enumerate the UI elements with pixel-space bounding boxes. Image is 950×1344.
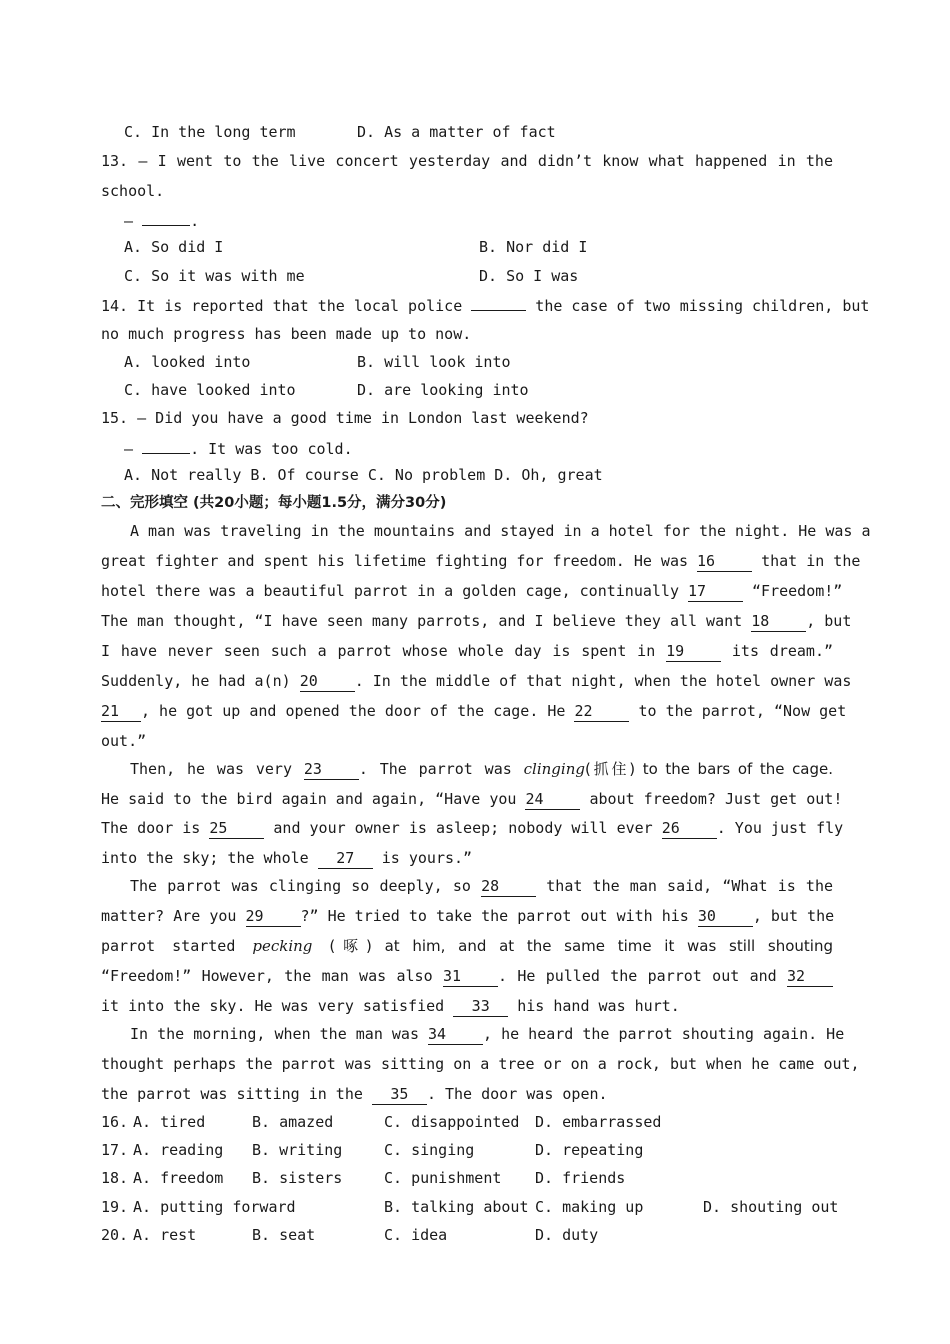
passage-p3-line1 [130,872,833,900]
blank-21[interactable]: 21 [101,701,141,722]
choice-row-20 [101,1221,833,1249]
q15-response-text: . It was too cold. [190,440,353,458]
q13-period: . [190,212,200,230]
q15-stem: 15. — Did you have a good time in London last weekend? [101,409,589,427]
passage-text: The door is [101,819,201,837]
choice-d[interactable]: D. duty [535,1226,599,1244]
passage-text: Then, he was very [130,760,292,778]
choice-a[interactable]: A. putting forward [133,1198,296,1216]
passage-text: and your owner is asleep; nobody will ever [273,819,653,837]
passage-text: to the parrot, “Now get [638,702,847,720]
passage-text: , he got up and opened the door of the cage. He [141,702,566,720]
passage-text: , but [806,612,852,630]
choice-a[interactable]: A. rest [133,1226,197,1244]
passage-text: He said to the bird again and again, “Have you [101,790,517,808]
choice-c[interactable]: C. punishment [384,1169,502,1187]
q13-option-b: B. Nor did I [479,238,588,256]
q13-option-d: D. So I was [479,267,579,285]
passage-text: parrot started [101,937,236,955]
passage-text: that the man said, “What is the [546,877,834,895]
passage-p2-line1 [130,755,833,783]
passage-text: The man thought, “I have seen many parrots, and I believe they all want [101,612,743,630]
passage-p4-line2: thought perhaps the parrot was sitting on a tree or on a rock, but when he came out, [101,1055,860,1073]
passage-text: his hand was hurt. [517,997,680,1015]
q13-options-row1 [124,233,833,261]
choice-d[interactable]: D. repeating [535,1141,644,1159]
q15-response-line [124,433,833,461]
choice-c[interactable]: C. disappointed [384,1113,520,1131]
passage-text: it into the sky. He was very satisfied [101,997,445,1015]
q14-option-b: B. will look into [357,353,511,371]
blank-20[interactable]: 20 [300,671,355,692]
passage-p1-line2 [101,547,861,575]
passage-p4-line1 [130,1020,845,1048]
blank-31[interactable]: 31 [443,966,498,987]
q15-options: A. Not really B. Of course C. No problem D. Oh, great [124,466,603,484]
choice-row-16 [101,1108,833,1136]
choice-a[interactable]: A. tired [133,1113,206,1131]
choice-c[interactable]: C. singing [384,1141,475,1159]
passage-p1-line4 [101,607,852,635]
blank-24[interactable]: 24 [525,789,580,810]
q14-answer-blank[interactable] [471,290,526,311]
choice-row-19 [101,1193,839,1221]
passage-text: . The door was open. [426,1085,608,1103]
q15-dash: — [124,440,134,458]
q14-stem-pre: 14. It is reported that the local police [101,297,463,315]
q12-option-d: D. As a matter of fact [357,123,556,141]
passage-p3-line4 [101,962,833,990]
passage-text: In the morning, when the man was [130,1025,419,1043]
passage-text: into the sky; the whole [101,849,309,867]
passage-text: (啄) at him, and at the same time it was still shouting [329,937,834,955]
passage-p1-line6 [101,667,852,695]
passage-text: hotel there was a beautiful parrot in a golden cage, continually [101,582,679,600]
blank-18[interactable]: 18 [751,611,806,632]
blank-29[interactable]: 29 [246,906,301,927]
passage-text: “Freedom!” However, the man was also [101,967,433,985]
q13-option-a: A. So did I [124,238,224,256]
passage-text: Suddenly, he had a(n) [101,672,291,690]
blank-22[interactable]: 22 [574,701,629,722]
choice-b[interactable]: B. talking about [384,1198,529,1216]
choice-c[interactable]: C. making up [535,1198,644,1216]
q13-dash: — [124,212,134,230]
q13-options-row2 [124,262,833,290]
passage-p3-line5 [101,992,833,1020]
passage-text: great fighter and spent his lifetime fighting for freedom. He was [101,552,688,570]
blank-17[interactable]: 17 [688,581,743,602]
q12-option-c: C. In the long term [124,123,296,141]
passage-text: “Freedom!” [752,582,843,600]
q13-answer-blank[interactable] [142,205,190,226]
passage-p1-line8: out.” [101,732,147,750]
blank-26[interactable]: 26 [662,818,717,839]
q14-option-a: A. looked into [124,353,251,371]
italic-word-clinging: clinging [523,760,585,778]
blank-27[interactable]: 27 [318,848,373,869]
blank-35[interactable]: 35 [372,1084,427,1105]
q14-option-d: D. are looking into [357,381,529,399]
passage-text: The parrot was clinging so deeply, so [130,877,471,895]
passage-text: , he heard the parrot shouting again. He [483,1025,845,1043]
q14-stem-post: the case of two missing children, but [535,297,870,315]
blank-16[interactable]: 16 [697,551,752,572]
passage-text: . You just fly [716,819,844,837]
choice-b[interactable]: B. sisters [252,1169,343,1187]
q13-option-c: C. So it was with me [124,267,305,285]
choice-a[interactable]: A. freedom [133,1169,224,1187]
q13-stem-line2: school. [101,182,165,200]
blank-34[interactable]: 34 [428,1024,483,1045]
passage-p3-line2 [101,902,833,930]
q15-answer-blank[interactable] [142,433,190,454]
q13-response-line [124,205,833,233]
passage-text: the parrot was sitting in the [101,1085,363,1103]
q14-stem-line1 [101,290,870,318]
passage-p4-line3 [101,1080,833,1108]
passage-p3-line3 [101,932,833,960]
passage-text: is yours.” [381,849,473,867]
choice-c[interactable]: C. idea [384,1226,448,1244]
choice-number: 19. [101,1198,129,1216]
passage-text: . He pulled the parrot out and [497,967,777,985]
passage-text: ?” He tried to take the parrot out with his [300,907,689,925]
passage-text: its dream.” [731,642,834,660]
passage-text: (抓住) to the bars of the cage. [584,760,834,778]
q14-option-c: C. have looked into [124,381,296,399]
passage-text: about freedom? Just get out! [589,790,843,808]
passage-p1-line3 [101,577,843,605]
choice-d[interactable]: D. embarrassed [535,1113,662,1131]
q14-options-row1 [124,348,833,376]
choice-number: 16. [101,1113,129,1131]
passage-text: I have never seen such a parrot whose whole day is spent in [101,642,656,660]
choice-number: 17. [101,1141,129,1159]
choice-b[interactable]: B. seat [252,1226,316,1244]
blank-32[interactable]: 32 [787,966,833,987]
blank-23[interactable]: 23 [304,759,359,780]
passage-p2-line4 [101,844,833,872]
blank-30[interactable]: 30 [698,906,753,927]
q14-options-row2 [124,376,833,404]
choice-number: 20. [101,1226,129,1244]
choice-d[interactable]: D. shouting out [703,1198,839,1216]
blank-19[interactable]: 19 [666,641,721,662]
q14-stem-line2: no much progress has been made up to now. [101,325,472,343]
blank-25[interactable]: 25 [209,818,264,839]
passage-p2-line3 [101,814,844,842]
choice-b[interactable]: B. writing [252,1141,343,1159]
passage-text: matter? Are you [101,907,237,925]
blank-28[interactable]: 28 [481,876,536,897]
italic-word-pecking: pecking [252,937,313,955]
q12-options-row [124,118,833,146]
passage-p1-line1: A man was traveling in the mountains and stayed in a hotel for the night. He was a [130,522,871,540]
passage-p1-line7 [101,697,847,725]
blank-33[interactable]: 33 [453,996,508,1017]
choice-row-18 [101,1164,833,1192]
choice-row-17 [101,1136,833,1164]
passage-p2-line2 [101,785,843,813]
passage-text: . The parrot was [358,760,512,778]
choice-b[interactable]: B. amazed [252,1113,334,1131]
passage-text: that in the [761,552,861,570]
choice-d[interactable]: D. friends [535,1169,626,1187]
passage-text: , but the [752,907,835,925]
q13-stem-line1: 13. — I went to the live concert yesterday and didn’t know what happened in the [101,152,833,170]
choice-number: 18. [101,1169,129,1187]
passage-text: . In the middle of that night, when the hotel owner was [354,672,852,690]
choice-a[interactable]: A. reading [133,1141,224,1159]
section-heading: 二、完形填空 (共20小题；每小题1.5分，满分30分) [101,495,447,511]
passage-p1-line5 [101,637,833,665]
